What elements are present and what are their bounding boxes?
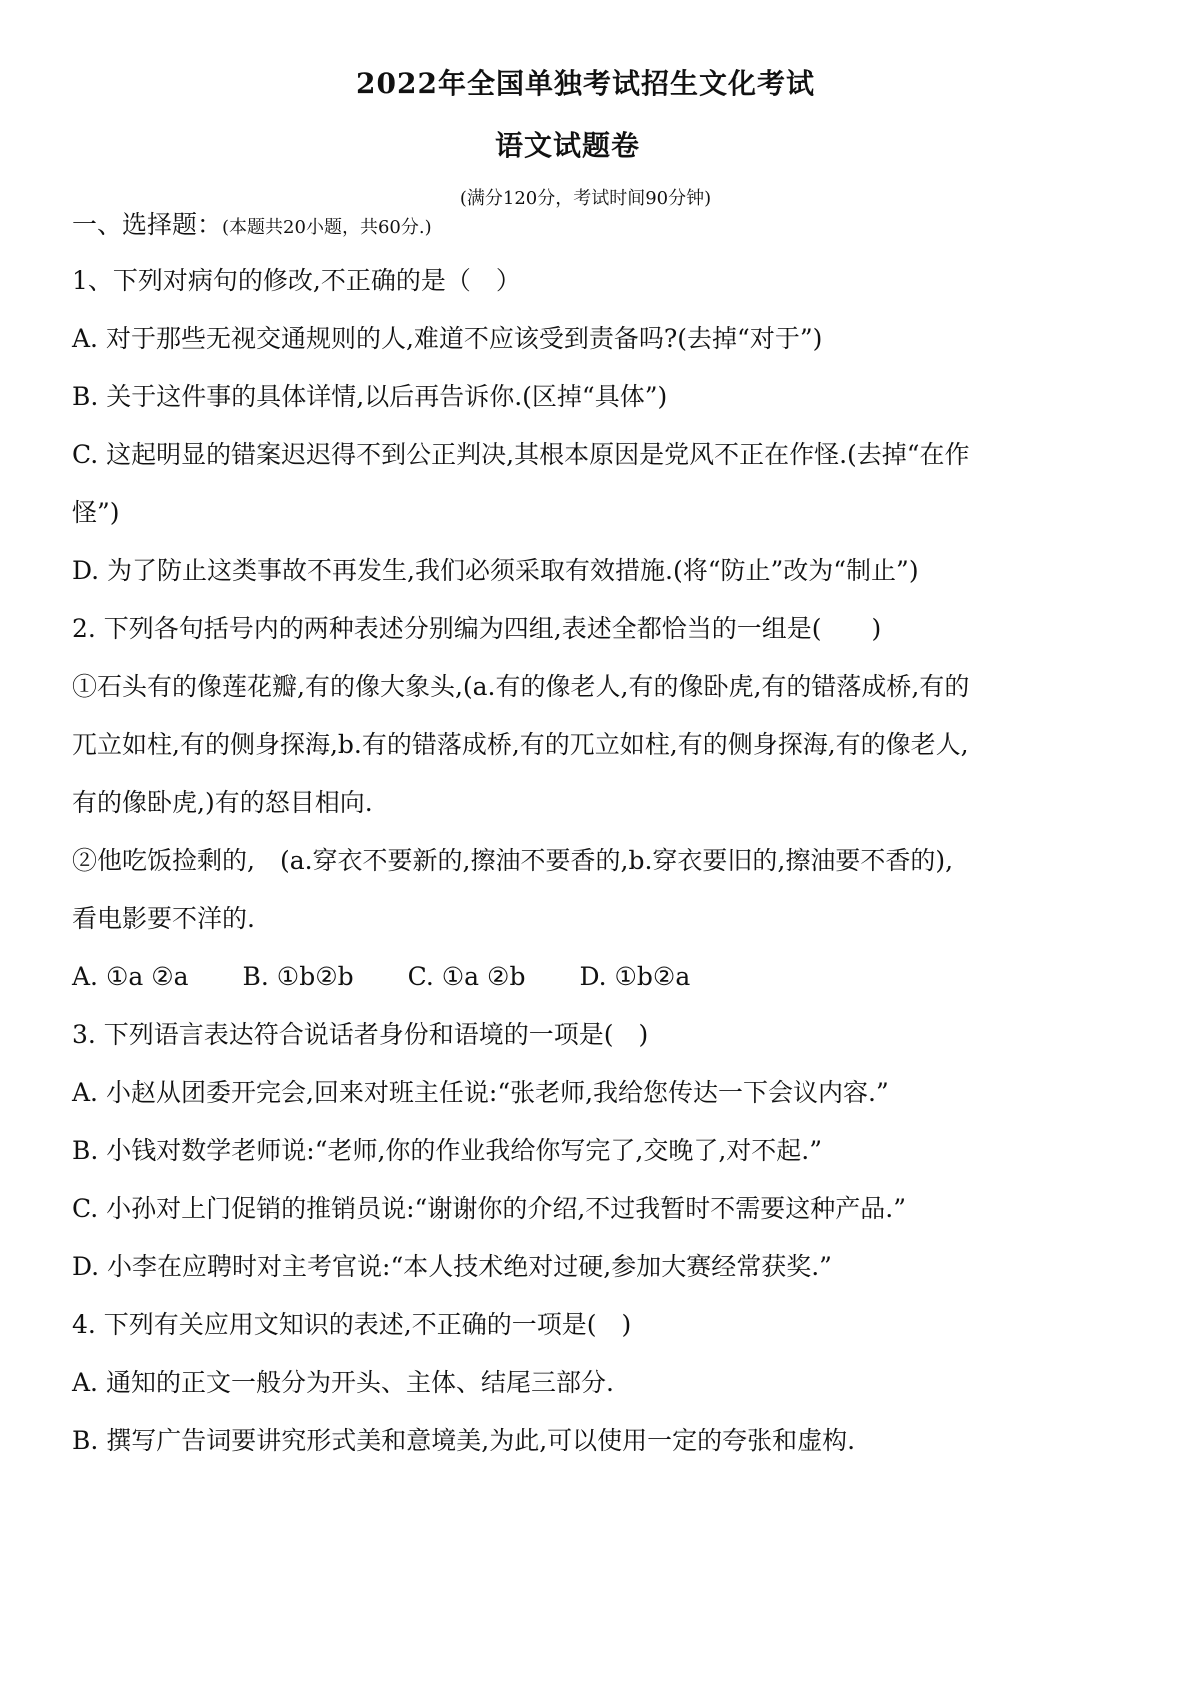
question-2-sentence2-line2: 看电影要不洋的. bbox=[72, 904, 255, 933]
question-2-stem: 2. 下列各句括号内的两种表述分别编为四组,表述全都恰当的一组是( ) bbox=[72, 614, 882, 643]
question-1-stem: 1、下列对病句的修改,不正确的是（ ） bbox=[72, 266, 521, 295]
section-title: 一、选择题： bbox=[72, 210, 223, 239]
question-2-sentence2-line1: ②他吃饭捡剩的, (a.穿衣不要新的,擦油不要香的,b.穿衣要旧的,擦油要不香的), bbox=[72, 846, 954, 875]
question-2-option-a: A. ①a ②a bbox=[72, 962, 189, 991]
exam-title: 2022年全国单独考试招生文化考试 bbox=[356, 67, 815, 100]
question-3-option-b: B. 小钱对数学老师说:“老师,你的作业我给你写完了,交晚了,对不起.” bbox=[72, 1136, 823, 1165]
question-2-sentence1-line1: ①石头有的像莲花瓣,有的像大象头,(a.有的像老人,有的像卧虎,有的错落成桥,有的 bbox=[72, 672, 970, 701]
question-3-option-c: C. 小孙对上门促销的推销员说:“谢谢你的介绍,不过我暂时不需要这种产品.” bbox=[72, 1194, 907, 1223]
exam-note: (满分120分，考试时间90分钟) bbox=[459, 188, 712, 209]
question-2-option-d: D. ①b②a bbox=[579, 962, 691, 991]
question-1-option-b: B. 关于这件事的具体详情,以后再告诉你.(区掉“具体”) bbox=[72, 382, 668, 411]
section-heading bbox=[72, 212, 432, 237]
question-4-option-a: A. 通知的正文一般分为开头、主体、结尾三部分. bbox=[72, 1368, 614, 1397]
question-3-stem: 3. 下列语言表达符合说话者身份和语境的一项是( ) bbox=[72, 1020, 649, 1049]
question-1-option-d: D. 为了防止这类事故不再发生,我们必须采取有效措施.(将“防止”改为“制止”) bbox=[72, 556, 919, 585]
question-2-option-c: C. ①a ②b bbox=[407, 962, 526, 991]
question-2-sentence1-line2: 兀立如柱,有的侧身探海,b.有的错落成桥,有的兀立如柱,有的侧身探海,有的像老人, bbox=[72, 730, 969, 759]
question-1-option-c-line2: 怪”) bbox=[72, 498, 120, 527]
question-1-option-a: A. 对于那些无视交通规则的人,难道不应该受到责备吗?(去掉“对于”) bbox=[72, 324, 823, 353]
question-4-option-b: B. 撰写广告词要讲究形式美和意境美,为此,可以使用一定的夸张和虚构. bbox=[72, 1426, 856, 1455]
exam-subtitle: 语文试题卷 bbox=[494, 129, 640, 162]
question-4-stem: 4. 下列有关应用文知识的表述,不正确的一项是( ) bbox=[72, 1310, 632, 1339]
question-3-option-a: A. 小赵从团委开完会,回来对班主任说:“张老师,我给您传达一下会议内容.” bbox=[72, 1078, 889, 1107]
question-2-option-b: B. ①b②b bbox=[242, 962, 354, 991]
question-2-sentence1-line3: 有的像卧虎,)有的怒目相向. bbox=[72, 788, 373, 817]
section-note: (本题共20小题，共60分.) bbox=[222, 217, 432, 238]
question-1-option-c-line1: C. 这起明显的错案迟迟得不到公正判决,其根本原因是党风不正在作怪.(去掉“在作 bbox=[72, 440, 970, 469]
question-2-options bbox=[72, 964, 690, 989]
question-3-option-d: D. 小李在应聘时对主考官说:“本人技术绝对过硬,参加大赛经常获奖.” bbox=[72, 1252, 832, 1281]
